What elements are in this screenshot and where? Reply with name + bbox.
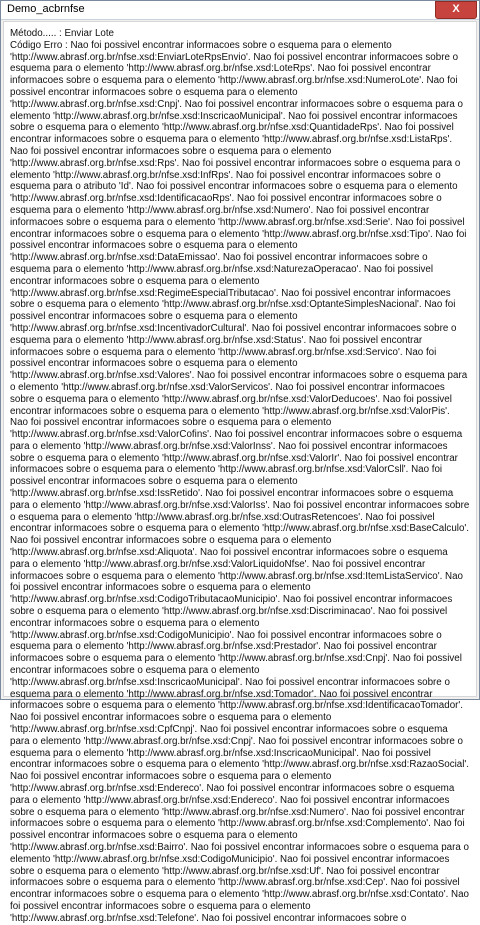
close-icon: X (452, 3, 460, 15)
window-title: Demo_acbrnfse (7, 3, 85, 15)
message-area (3, 21, 477, 924)
message-text (4, 22, 476, 925)
close-button[interactable] (435, 1, 477, 19)
title-bar[interactable] (1, 1, 479, 20)
error-text: Código Erro : Nao foi possivel encontrar informacoes sobre o esquema para o elemento 'http://www.abrasf.org.br/nfse.xsd:EnviarLoteRpsEnvio'. Nao foi possivel encontrar informacoes sobre o esquema para o elemento 'http://www.abrasf.org.br/nfse.xsd:LoteRps'. Nao foi possivel encontrar informacoes sobre o esquema para o elemento 'http://www.abrasf.org.br/nfse.xsd:NumeroLote'. Nao foi possivel encontrar informacoes sobre o esquema para o elemento 'http://www.abrasf.org.br/nfse.xsd:Cnpj'. Nao foi possivel encontrar informacoes sobre o esquema para o elemento 'http://www.abrasf.org.br/nfse.xsd:InscricaoMunicipal'. Nao foi possivel encontrar informacoes sobre o esquema para o elemento 'http://www.abrasf.org.br/nfse.xsd:QuantidadeRps'. Nao foi possivel encontrar informacoes sobre o esquema para o elemento 'http://www.abrasf.org.br/nfse.xsd:ListaRps'. Nao foi possivel encontrar informacoes sobre o esquema para o elemento 'http://www.abrasf.org.br/nfse.xsd:Rps'. Nao foi possivel encontrar informacoes sobre o esquema para o elemento 'http://www.abrasf.org.br/nfse.xsd:InfRps'. Nao foi possivel encontrar informacoes sobre o esquema para o atributo 'Id'. Nao foi possivel encontrar informacoes sobre o esquema para o elemento 'http://www.abrasf.org.br/nfse.xsd:IdentificacaoRps'. Nao foi possivel encontrar informacoes sobre o esquema para o elemento 'http://www.abrasf.org.br/nfse.xsd:Numero'. Nao foi possivel encontrar informacoes sobre o esquema para o elemento 'http://www.abrasf.org.br/nfse.xsd:Serie'. Nao foi possivel encontrar informacoes sobre o esquema para o elemento 'http://www.abrasf.org.br/nfse.xsd:Tipo'. Nao foi possivel encontrar informacoes sobre o esquema para o elemento 'http://www.abrasf.org.br/nfse.xsd:DataEmissao'. Nao foi possivel encontrar informacoes sobre o esquema para o elemento 'http://www.abrasf.org.br/nfse.xsd:NaturezaOperacao'. Nao foi possivel encontrar informacoes sobre o esquema para o elemento 'http://www.abrasf.org.br/nfse.xsd:RegimeEspecialTributacao'. Nao foi possivel encontrar informacoes sobre o esquema para o elemento 'http://www.abrasf.org.br/nfse.xsd:OptanteSimplesNacional'. Nao foi possivel encontrar informacoes sobre o esquema para o elemento 'http://www.abrasf.org.br/nfse.xsd:IncentivadorCultural'. Nao foi possivel encontrar informacoes sobre o esquema para o elemento 'http://www.abrasf.org.br/nfse.xsd:Status'. Nao foi possivel encontrar informacoes sobre o esquema para o elemento 'http://www.abrasf.org.br/nfse.xsd:Servico'. Nao foi possivel encontrar informacoes sobre o esquema para o elemento 'http://www.abrasf.org.br/nfse.xsd:Valores'. Nao foi possivel encontrar informacoes sobre o esquema para o elemento 'http://www.abrasf.org.br/nfse.xsd:ValorServicos'. Nao foi possivel encontrar informacoes sobre o esquema para o elemento 'http://www.abrasf.org.br/nfse.xsd:ValorDeducoes'. Nao foi possivel encontrar informacoes sobre o esquema para o elemento 'http://www.abrasf.org.br/nfse.xsd:ValorPis'. Nao foi possivel encontrar informacoes sobre o esquema para o elemento 'http://www.abrasf.org.br/nfse.xsd:ValorCofins'. Nao foi possivel encontrar informacoes sobre o esquema para o elemento 'http://www.abrasf.org.br/nfse.xsd:ValorInss'. Nao foi possivel encontrar informacoes sobre o esquema para o elemento 'http://www.abrasf.org.br/nfse.xsd:ValorIr'. Nao foi possivel encontrar informacoes sobre o esquema para o elemento 'http://www.abrasf.org.br/nfse.xsd:ValorCsll'. Nao foi possivel encontrar informacoes sobre o esquema para o elemento 'http://www.abrasf.org.br/nfse.xsd:IssRetido'. Nao foi possivel encontrar informacoes sobre o esquema para o elemento 'http://www.abrasf.org.br/nfse.xsd:ValorIss'. Nao foi possivel encontrar informacoes sobre o esquema para o elemento 'http://www.abrasf.org.br/nfse.xsd:OutrasRetencoes'. Nao foi possivel encontrar informacoes sobre o esquema para o elemento 'http://www.abrasf.org.br/nfse.xsd:BaseCalculo'. Nao foi possivel encontrar informacoes sobre o esquema para o elemento 'http://www.abrasf.org.br/nfse.xsd:Aliquota'. Nao foi possivel encontrar informacoes sobre o esquema para o elemento 'http://www.abrasf.org.br/nfse.xsd:ValorLiquidoNfse'. Nao foi possivel encontrar informacoes sobre o esquema para o elemento 'http://www.abrasf.org.br/nfse.xsd:ItemListaServico'. Nao foi possivel encontrar informacoes sobre o esquema para o elemento 'http://www.abrasf.org.br/nfse.xsd:CodigoTributacaoMunicipio'. Nao foi possivel encontrar informacoes sobre o esquema para o elemento 'http://www.abrasf.org.br/nfse.xsd:Discriminacao'. Nao foi possivel encontrar informacoes sobre o esquema para o elemento 'http://www.abrasf.org.br/nfse.xsd:CodigoMunicipio'. Nao foi possivel encontrar informacoes sobre o esquema para o elemento 'http://www.abrasf.org.br/nfse.xsd:Prestador'. Nao foi possivel encontrar informacoes sobre o esquema para o elemento 'http://www.abrasf.org.br/nfse.xsd:Cnpj'. Nao foi possivel encontrar informacoes sobre o esquema para o elemento 'http://www.abrasf.org.br/nfse.xsd:InscricaoMunicipal'. Nao foi possivel encontrar informacoes sobre o esquema para o elemento 'http://www.abrasf.org.br/nfse.xsd:Tomador'. Nao foi possivel encontrar informacoes sobre o esquema para o elemento 'http://www.abrasf.org.br/nfse.xsd:IdentificacaoTomador'. Nao foi possivel encontrar informacoes sobre o esquema para o elemento 'http://www.abrasf.org.br/nfse.xsd:CpfCnpj'. Nao foi possivel encontrar informacoes sobre o esquema para o elemento 'http://www.abrasf.org.br/nfse.xsd:Cnpj'. Nao foi possivel encontrar informacoes sobre o esquema para o elemento 'http://www.abrasf.org.br/nfse.xsd:InscricaoMunicipal'. Nao foi possivel encontrar informacoes sobre o esquema para o elemento 'http://www.abrasf.org.br/nfse.xsd:RazaoSocial'. Nao foi possivel encontrar informacoes sobre o esquema para o elemento 'http://www.abrasf.org.br/nfse.xsd:Endereco'. Nao foi possivel encontrar informacoes sobre o esquema para o elemento 'http://www.abrasf.org.br/nfse.xsd:Endereco'. Nao foi possivel encontrar informacoes sobre o esquema para o elemento 'http://www.abrasf.org.br/nfse.xsd:Numero'. Nao foi possivel encontrar informacoes sobre o esquema para o elemento 'http://www.abrasf.org.br/nfse.xsd:Complemento'. Nao foi possivel encontrar informacoes sobre o esquema para o elemento 'http://www.abrasf.org.br/nfse.xsd:Bairro'. Nao foi possivel encontrar informacoes sobre o esquema para o elemento 'http://www.abrasf.org.br/nfse.xsd:CodigoMunicipio'. Nao foi possivel encontrar informacoes sobre o esquema para o elemento 'http://www.abrasf.org.br/nfse.xsd:Uf'. Nao foi possivel encontrar informacoes sobre o esquema para o elemento 'http://www.abrasf.org.br/nfse.xsd:Cep'. Nao foi possivel encontrar informacoes sobre o esquema para o elemento 'http://www.abrasf.org.br/nfse.xsd:Contato'. Nao foi possivel encontrar informacoes sobre o esquema para o elemento 'http://www.abrasf.org.br/nfse.xsd:Telefone'. Nao foi possivel encontrar informacoes sobre o (10, 39, 470, 924)
method-line: Método..... : Enviar Lote (10, 28, 115, 39)
